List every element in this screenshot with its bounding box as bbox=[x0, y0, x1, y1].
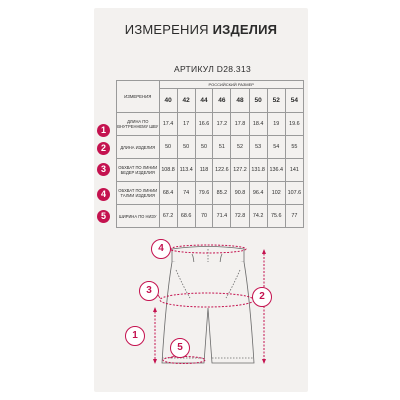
row-number-badge: 4 bbox=[97, 188, 110, 201]
table-cell: 107.6 bbox=[285, 182, 303, 205]
table-cell: 72.8 bbox=[231, 205, 249, 228]
table-cell: 85.2 bbox=[213, 182, 231, 205]
size-header: 40 bbox=[159, 89, 177, 113]
table-cell: 50 bbox=[159, 136, 177, 159]
size-header: 44 bbox=[195, 89, 213, 113]
table-cell: 55 bbox=[285, 136, 303, 159]
table-cell: 75.6 bbox=[267, 205, 285, 228]
row-label: ОБХВАТ ПО ЛИНИИ ТАЛИИ ИЗДЕЛИЯ bbox=[117, 182, 160, 205]
table-cell: 108.8 bbox=[159, 159, 177, 182]
table-cell: 79.6 bbox=[195, 182, 213, 205]
table-cell: 74.2 bbox=[249, 205, 267, 228]
table-cell: 50 bbox=[177, 136, 195, 159]
title-light: ИЗМЕРЕНИЯ bbox=[124, 22, 209, 37]
row-number-badge: 3 bbox=[97, 163, 110, 176]
table-cell: 113.4 bbox=[177, 159, 195, 182]
size-header: 46 bbox=[213, 89, 231, 113]
table-cell: 53 bbox=[249, 136, 267, 159]
table-cell: 19.6 bbox=[285, 113, 303, 136]
title-bold: ИЗДЕЛИЯ bbox=[212, 22, 278, 37]
table-cell: 141 bbox=[285, 159, 303, 182]
size-header: 54 bbox=[285, 89, 303, 113]
table-cell: 131.8 bbox=[249, 159, 267, 182]
diagram-badge-2: 2 bbox=[252, 287, 272, 307]
table-cell: 19 bbox=[267, 113, 285, 136]
row-label: ШИРИНА ПО НИЗУ bbox=[117, 205, 160, 228]
table-cell: 68.6 bbox=[177, 205, 195, 228]
table-cell: 50 bbox=[195, 136, 213, 159]
table-cell: 52 bbox=[231, 136, 249, 159]
table-cell: 102 bbox=[267, 182, 285, 205]
table-cell: 68.4 bbox=[159, 182, 177, 205]
table-cell: 70 bbox=[195, 205, 213, 228]
diagram-badge-1: 1 bbox=[125, 326, 145, 346]
size-header: 50 bbox=[249, 89, 267, 113]
table-cell: 71.4 bbox=[213, 205, 231, 228]
row-label: ДЛИНА ПО ВНУТРЕННЕМУ ШВУ bbox=[117, 113, 160, 136]
table-cell: 17.2 bbox=[213, 113, 231, 136]
measurements-header: ИЗМЕРЕНИЯ bbox=[117, 81, 160, 113]
row-number-badge: 1 bbox=[97, 124, 110, 137]
table-cell: 74 bbox=[177, 182, 195, 205]
table-cell: 18.4 bbox=[249, 113, 267, 136]
diagram-badge-3: 3 bbox=[139, 281, 159, 301]
row-label: ОБХВАТ ПО ЛИНИИ БЕДЕР ИЗДЕЛИЯ bbox=[117, 159, 160, 182]
table-cell: 77 bbox=[285, 205, 303, 228]
size-header: 48 bbox=[231, 89, 249, 113]
table-cell: 51 bbox=[213, 136, 231, 159]
article-number: АРТИКУЛ D28.313 bbox=[174, 64, 251, 74]
row-number-badge: 5 bbox=[97, 210, 110, 223]
diagram-badge-4: 4 bbox=[151, 239, 171, 259]
table-cell: 16.6 bbox=[195, 113, 213, 136]
table-cell: 54 bbox=[267, 136, 285, 159]
row-number-badge: 2 bbox=[97, 142, 110, 155]
measurements-card bbox=[94, 8, 308, 392]
table-cell: 17.4 bbox=[159, 113, 177, 136]
russian-size-header: РОССИЙСКИЙ РАЗМЕР bbox=[159, 81, 304, 89]
table-cell: 17 bbox=[177, 113, 195, 136]
table-cell: 96.4 bbox=[249, 182, 267, 205]
size-header: 52 bbox=[267, 89, 285, 113]
table-cell: 90.8 bbox=[231, 182, 249, 205]
table-cell: 67.2 bbox=[159, 205, 177, 228]
table-cell: 136.4 bbox=[267, 159, 285, 182]
diagram-badge-5: 5 bbox=[170, 338, 190, 358]
row-label: ДЛИНА ИЗДЕЛИЯ bbox=[117, 136, 160, 159]
table-cell: 118 bbox=[195, 159, 213, 182]
table-cell: 122.6 bbox=[213, 159, 231, 182]
table-cell: 17.8 bbox=[231, 113, 249, 136]
size-header: 42 bbox=[177, 89, 195, 113]
table-cell: 127.2 bbox=[231, 159, 249, 182]
